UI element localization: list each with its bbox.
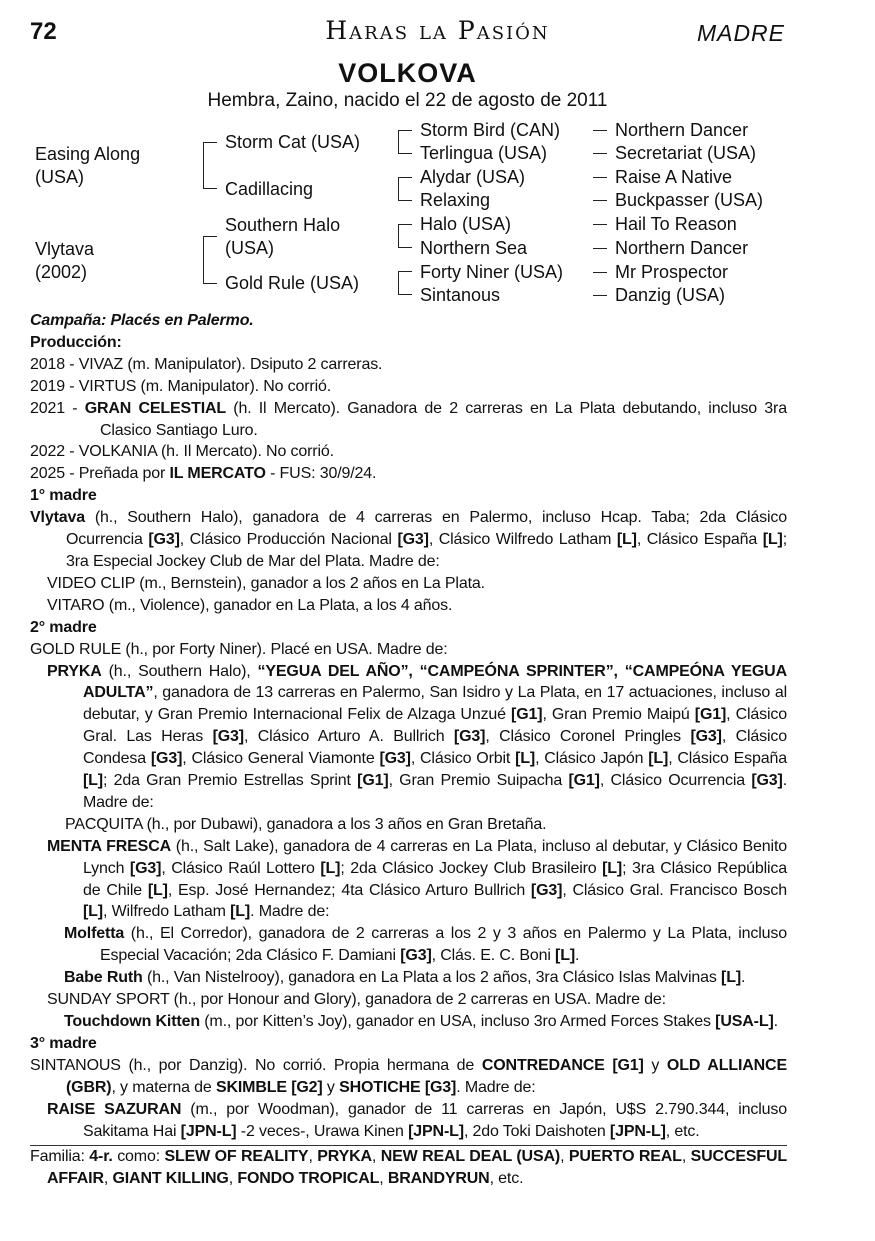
pedigree-g3: Relaxing: [420, 190, 491, 210]
pedigree-g4: Raise A Native: [615, 167, 733, 187]
campaign-line: Campaña: Placés en Palermo.: [30, 312, 254, 329]
raise-sazuran-entry: RAISE SAZURAN (m., por Woodman), ganador de 11 carreras en Japón, U$S 2.790.344, incluso Sakitama Hai [JPN-L] -2 veces-, Urawa Kinen [JPN-L], 2do Toki Daishoten [JPN-L], etc.: [47, 1100, 787, 1140]
pedigree-g4: Hail To Reason: [615, 214, 737, 234]
sunday-sport-entry: SUNDAY SPORT (h., por Honour and Glory), ganadora de 2 carreras en USA. Madre de:: [47, 991, 666, 1009]
pedigree-sire: Easing Along (USA): [35, 144, 141, 187]
production-entry: 2025 - Preñada por IL MERCATO - FUS: 30/9/24.: [30, 465, 377, 483]
pedigree-bracket: [398, 224, 412, 248]
production-entry: 2022 - VOLKANIA (h. Il Mercato). No corrió.: [30, 443, 334, 461]
pedigree-sire-sire: Storm Cat (USA): [225, 132, 361, 152]
pedigree-dash: [593, 200, 607, 201]
pedigree-dash: [593, 130, 607, 131]
production-entry: 2019 - VIRTUS (m. Manipulator). No corrió.: [30, 377, 332, 395]
madre2-title: 2° madre: [30, 618, 97, 636]
pedigree-dash: [593, 224, 607, 225]
pedigree-g4: Northern Dancer: [615, 120, 749, 140]
horse-description: Hembra, Zaino, nacido el 22 de agosto de 2011: [207, 90, 608, 111]
produccion-title: Producción:: [30, 333, 122, 351]
pedigree-dash: [593, 153, 607, 154]
pedigree-g3: Halo (USA): [420, 214, 512, 234]
pedigree-g4: Northern Dancer: [615, 238, 749, 258]
pedigree-g3: Alydar (USA): [420, 167, 526, 187]
pedigree-dam-sire: Southern Halo (USA): [225, 215, 341, 258]
pedigree-g3: Northern Sea: [420, 238, 528, 258]
menta-entry: MENTA FRESCA (h., Salt Lake), ganadora de 4 carreras en La Plata, incluso al debutar, y Clásico Benito Lynch [G3], Clásico Raúl Lottero [L]; 2da Clásico Jockey Club Brasileiro [L]; 3ra Clásico República de Chile [L], Esp. José Hernandez; 4ta Clásico Arturo Bullrich [G3], Clásico Gral. Francisco Bosch [L], Wilfredo Latham [L]. Madre de:: [47, 837, 787, 921]
familia-line: Familia: 4-r. como: SLEW OF REALITY, PRYKA, NEW REAL DEAL (USA), PUERTO REAL, SUCCESFUL AFFAIR, GIANT KILLING, FONDO TROPICAL, BRANDYRUN, etc.: [30, 1148, 788, 1188]
pedigree-g4: Mr Prospector: [615, 262, 729, 282]
pedigree-dash: [593, 177, 607, 178]
section-label: MADRE: [696, 20, 785, 46]
pedigree-dam: Vlytava (2002): [35, 239, 95, 282]
page-number: 72: [30, 18, 57, 45]
pedigree-dash: [593, 248, 607, 249]
pedigree-bracket: [203, 142, 217, 189]
offspring-entry: VITARO (m., Violence), ganador en La Plata, a los 4 años.: [47, 596, 453, 614]
pedigree-g3: Storm Bird (CAN): [420, 120, 561, 140]
pedigree-g3: Forty Niner (USA): [420, 262, 564, 282]
pedigree-g4: Secretariat (USA): [615, 143, 757, 163]
molfetta-entry: Molfetta (h., El Corredor), ganadora de 2 carreras a los 2 y 3 años en Palermo y La Plata, incluso Especial Vacación; 2da Clásico F. Damiani [G3], Clás. E. C. Boni [L].: [64, 925, 787, 965]
pedigree-bracket: [398, 177, 412, 201]
pedigree-bracket: [398, 271, 412, 295]
pedigree-g4: Danzig (USA): [615, 285, 726, 305]
production-entry: 2018 - VIVAZ (m. Manipulator). Dsiputo 2 carreras.: [30, 355, 383, 373]
offspring-entry: VIDEO CLIP (m., Bernstein), ganador a los 2 años en La Plata.: [47, 574, 485, 592]
touchdown-entry: Touchdown Kitten (m., por Kitten’s Joy), ganador en USA, incluso 3ro Armed Forces Stakes [USA-L].: [64, 1013, 778, 1030]
pedigree-bracket: [398, 130, 412, 154]
babe-ruth-entry: Babe Ruth (h., Van Nistelrooy), ganadora en La Plata a los 2 años, 3ra Clásico Islas Malvinas [L].: [64, 969, 746, 987]
pedigree-sire-dam: Cadillacing: [225, 179, 314, 199]
madre3-title: 3° madre: [30, 1034, 97, 1052]
madre3-entry: SINTANOUS (h., por Danzig). No corrió. Propia hermana de CONTREDANCE [G1] y OLD ALLIANCE (GBR), y materna de SKIMBLE [G2] y SHOTICHE [G3]. Madre de:: [30, 1056, 787, 1096]
madre1-entry: Vlytava (h., Southern Halo), ganadora de 4 carreras en Palermo, incluso Hcap. Taba; 2da Clásico Ocurrencia [G3], Clásico Producción Nacional [G3], Clásico Wilfredo Latham [L], Clásico España [L]; 3ra Especial Jockey Club de Mar del Plata. Madre de:: [30, 509, 787, 570]
madre1-title: 1° madre: [30, 487, 97, 505]
pedigree-g3: Terlingua (USA): [420, 143, 548, 163]
pedigree-bracket: [203, 236, 217, 284]
pedigree-dash: [593, 295, 607, 296]
pryka-entry: PRYKA (h., Southern Halo), “YEGUA DEL AÑO”, “CAMPEÓNA SPRINTER”, “CAMPEÓNA YEGUA ADULTA”, ganadora de 13 carreras en Palermo, San Isidro y La Plata, en 17 actuaciones, incluso al debutar, y Gran Premio Internacional Felix de Alzaga Unzué [G1], Gran Premio Maipú [G1], Clásico Gral. Las Heras [G3], Clásico Arturo A. Bullrich [G3], Clásico Coronel Pringles [G3], Clásico Condesa [G3], Clásico General Viamonte [G3], Clásico Orbit [L], Clásico Japón [L], Clásico España [L]; 2da Gran Premio Estrellas Sprint [G1], Gran Premio Suipacha [G1], Clásico Ocurrencia [G3]. Madre de:: [47, 662, 788, 811]
offspring-entry: PACQUITA (h., por Dubawi), ganadora a los 3 años en Gran Bretaña.: [65, 815, 547, 833]
farm-name: Haras la Pasión: [325, 16, 550, 45]
pedigree-dash: [593, 272, 607, 273]
pedigree-dam-dam: Gold Rule (USA): [225, 273, 360, 293]
production-entry: 2021 - GRAN CELESTIAL (h. Il Mercato). Ganadora de 2 carreras en La Plata debutando, incluso 3ra Clasico Santiago Luro.: [30, 399, 787, 439]
body-text: [30, 310, 787, 1190]
horse-name: VOLKOVA: [338, 58, 477, 88]
madre2-intro: GOLD RULE (h., por Forty Niner). Placé en USA. Madre de:: [30, 640, 448, 658]
pedigree-g4: Buckpasser (USA): [615, 190, 764, 210]
pedigree-g3: Sintanous: [420, 285, 501, 305]
